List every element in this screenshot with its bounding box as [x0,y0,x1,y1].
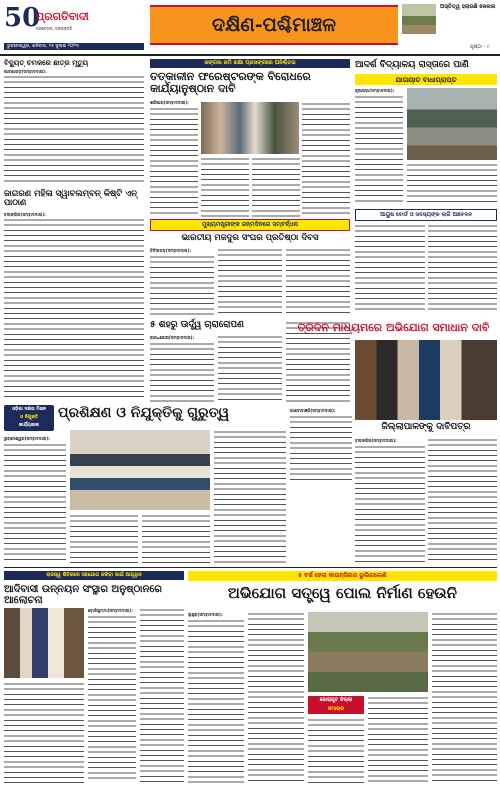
bottom-main-body-col2 [248,612,304,783]
wide-story-photo [355,340,497,420]
right-top-body-col2 [407,163,497,205]
bottom-left-photo [4,608,84,678]
bottom-main-photo [308,612,428,692]
center-small-body-col1 [150,342,214,402]
logo [4,4,96,40]
dateline-bar [4,43,144,50]
center-small-body-col2 [218,335,282,402]
training-body-col4 [214,430,286,563]
center-box-label: ମୁଖ୍ୟମନ୍ତ୍ରୀଙ୍କ ଜନ୍ମଦିନରେ ସମ୍ବର୍ଦ୍ଧନା [201,221,299,228]
left-top-body [4,75,144,183]
right-top-body-col1 [355,95,403,205]
bottom-main-headline: ଅଭିଯୋଗ ସତ୍ତ୍ୱେ ପୋଲ ନିର୍ମାଣ ହେଉନି [227,584,458,602]
training-badge-line2: ଓ ନିଯୁକ୍ତି [20,415,38,420]
section-title: ଦକ୍ଷିଣ-ପଶ୍ଚିମାଞ୍ଚଳ [212,14,336,36]
training-body-col1 [4,443,66,563]
center-mid-dateline: ଟିଟିଲାଗଡ଼(ସମ୍ବାଦଦାତା): [150,248,192,253]
right-small-dateline: ବଲାଙ୍ଗିର(ସମ୍ବାଦଦାତା): [355,438,397,443]
logo-text: ପ୍ରଗତିବାଦୀ [36,10,89,23]
left-mid-dateline: ବଲାଙ୍ଗିର(ସମ୍ବାଦଦାତା): [4,211,46,217]
bottom-left-kicker-bar [4,571,184,580]
section-rule [4,567,497,568]
wide-story-headline: ତ୍ରିଦିନ ମାଧ୍ୟମରେ ଅଭିଯୋଗ ସମାଧାନ ଦାବି [297,321,490,334]
training-badge-line3: କାର୍ଯ୍ୟଶାଳା [19,423,39,428]
bottom-main-kicker: ୫ ବର୍ଷ ହେଲା କାଉନ୍ସିଲର ଭୁଲିଗଲେଣି [298,572,387,579]
bottom-left-body-col2 [4,682,84,783]
center-small-dateline: କାନ୍ଧଜୋର(ସମ୍ବାଦଦାତା): [150,335,195,340]
center-lead-body-col1 [150,107,198,217]
right-box-body-col1 [355,224,425,314]
masthead [0,0,500,56]
logo-number: 50 [4,3,41,33]
left-mid-story [4,190,144,400]
center-lead-kicker-text: ଜଙ୍ଗଲ ଜମି ରକ୍ଷା ପ୍ରସଙ୍ଗରେ ଅନିଶ୍ଚିତତା [204,60,296,66]
training-badge [4,405,54,431]
left-mid-body [4,218,144,398]
center-mid-body-col3 [286,248,350,317]
bottom-main-dateline: ଲୁହୁରା(ସମ୍ବାଦଦାତା): [188,612,223,617]
wide-story-dateline: କାଣ୍ଟାବାଞ୍ଜି(ସମ୍ବାଦଦାତା): [290,408,336,413]
training-body-col3 [142,514,210,563]
center-lead-headline: ତତ୍କାଳୀନ ଫରେଷ୍ଟରଙ୍କ ବିରୋଧରେ କାର୍ଯ୍ୟାନୁଷ୍ଠାନ ଦାବି [150,70,311,96]
bottom-main-body-col4 [368,696,428,783]
right-top-subhead-bar [355,74,497,85]
right-box-body-col2 [428,224,497,314]
center-lead-body-col4 [302,102,350,217]
training-photo [70,430,210,510]
bottom-left-kicker: ରାଜସ୍ୱ ଶିବିରରେ ସହଯୋଗ କରିବା ପାଇଁ ଆହ୍ୱାନ [46,572,142,578]
left-top-dateline: ପାଟଣାଗଡ଼(ସମ୍ବାଦଦାତା): [4,68,47,74]
section-banner [150,5,398,45]
page-number: ପୃଷ୍ଠା - ୯ [470,44,490,50]
center-small-headline: ୫ ଶହରୁ ଊର୍ଦ୍ଧ୍ୱ ଚାରାରୋପଣ [150,320,244,330]
bottom-left-body-col3 [140,608,184,783]
left-top-story [4,59,144,187]
left-top-headline: ବିଦ୍ୟୁତ୍ ଚମକରେ ଛାତ୍ର ମୃତ୍ୟୁ [4,58,89,67]
dateline: ଭୁବନେଶ୍ୱର, ଶନିବାର, ୧୫ ଜୁଲାଇ ୨୦୨୩ [7,44,79,49]
wide-story-body-col1 [290,415,352,480]
training-headline: ପ୍ରଶିକ୍ଷଣ ଓ ନିଯୁକ୍ତିକୁ ଗୁରୁତ୍ୱ [58,405,230,421]
center-lead-photo [201,102,299,154]
training-badge-line1: ଓଡ଼ିଶା ଦକ୍ଷତା ମିଶନ [11,407,47,412]
bottom-main-body-col3 [308,718,364,783]
bottom-main-box-label-2: ସମାଚାର [328,706,344,712]
masthead-rule [0,54,500,56]
right-box [355,209,497,221]
bottom-main-body-col5 [432,612,497,783]
right-small-body-col2 [428,438,497,563]
bottom-main-box-label-1: କୋରାପୁଟ ଜିଲ୍ଲା [319,697,353,703]
center-lead-body-col2 [201,157,249,217]
center-lead-body-col3 [252,157,300,217]
center-mid-body-col1 [150,255,214,317]
bottom-main-body-col1 [188,619,244,783]
center-box [150,219,350,231]
center-mid-headline: ଭାରତୀୟ ମଜଦୁର ସଂଘର ପ୍ରତିଷ୍ଠା ଦିବସ [181,233,319,243]
center-mid-body-col2 [218,248,282,317]
right-top-subhead: ଯାତାୟାତ ବାଧାପ୍ରାପ୍ତ [395,75,457,84]
center-lead-dateline: ଖରିଆର(ସମ୍ବାଦଦାତା): [150,100,189,105]
right-top-headline: ଆଦର୍ଶ ବିଦ୍ୟାଳୟ ରାସ୍ତାରେ ପାଣି [355,60,469,70]
bottom-main-box [308,696,364,714]
left-mid-headline: ଜାଗରଣ ମହିଳା ସ୍ୱାବଲମ୍ବନ୍ କିଷ୍ଟି ଏନ୍ ପାଠାଣ [4,189,137,209]
logo-tagline: ଜନଚେତନା, ଜନଉନ୍ନତି [36,26,73,31]
bottom-main-kicker-bar [188,571,497,581]
right-small-body-col1 [355,445,425,563]
bottom-left-dateline: ବୋରିଗୁମ୍ମା(ସମ୍ବାଦଦାତା): [88,608,133,613]
training-dateline: ଭୁବନେଶ୍ୱର(ସମ୍ବାଦଦାତା): [4,436,50,441]
training-body-col2 [70,514,138,563]
promo-text: ଅସ୍ତିତ୍ୱ ହରାଉଛି କେନାଲ [440,4,496,10]
center-lead-kicker [150,59,350,68]
right-box-label: ଆୟୁଷ ବୋର୍ଡ ଓ ସଦସ୍ୟଙ୍କ ଲାଗି ଆବେଦନ [380,212,472,218]
right-top-photo [407,88,497,160]
right-small-headline: ଜିଲ୍ଲାପାଳଙ୍କୁ ଦାବିପତ୍ର [381,422,471,432]
right-top-dateline: ନୂଆପଡ଼ା(ସମ୍ବାଦଦାତା): [355,88,395,93]
bottom-left-headline: ଆଦିବାସୀ ଉନ୍ନୟନ ସଂସ୍ଥାର ଅନୁଷ୍ଠାନରେ ଆଲୋଚନା [4,584,162,606]
bottom-left-body-col1 [88,615,136,783]
promo-photo [402,4,436,34]
